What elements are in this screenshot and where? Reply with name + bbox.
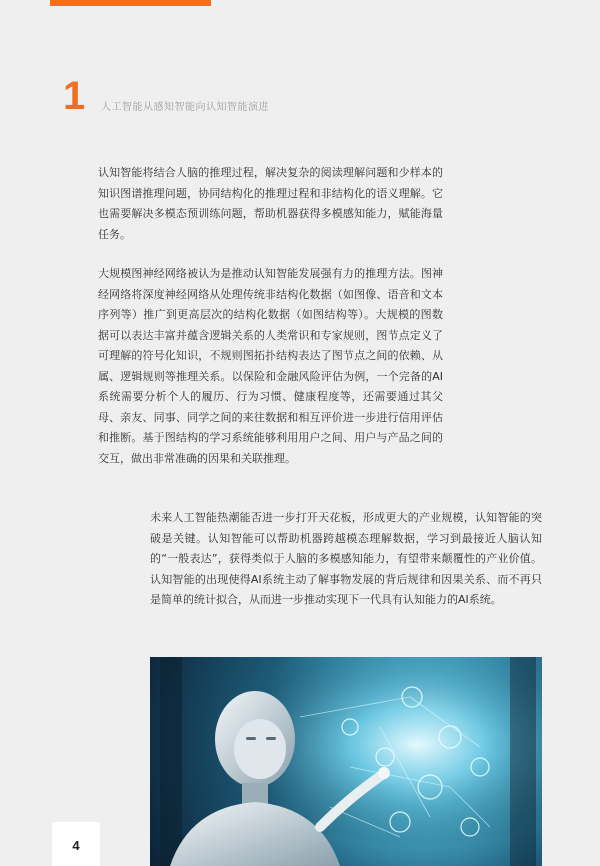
robot-hologram-image <box>150 657 542 866</box>
body-paragraph-2: 大规模图神经网络被认为是推动认知智能发展强有力的推理方法。图神经网络将深度神经网络从处理传统非结构化数据（如图像、语音和文本序列等）推广到更高层次的结构化数据（如图结构等）。大规模的图数据可以表达丰富并蕴含逻辑关系的人类常识和专家规则，图节点定义了可理解的符号化知识，不规则图拓扑结构表达了图节点之间的依赖、从属、逻辑规则等推理关系。以保险和金融风险评估为例，一个完备的AI系统需要分析个人的履历、行为习惯、健康程度等，还需要通过其父母、亲友、同事、同学之间的来往数据和相互评价进一步进行信用评估和推断。基于图结构的学习系统能够利用用户之间、用户与产品之间的交互，做出非常准确的因果和关联推理。 <box>98 267 443 465</box>
body-paragraph-1: 认知智能将结合人脑的推理过程，解决复杂的阅读理解问题和少样本的知识图谱推理问题，协同结构化的推理过程和非结构化的语义理解。它也需要解决多模态预训练问题，帮助机器获得多模感知能力，赋能海量任务。 <box>98 166 443 241</box>
highlight-paragraph: 未来人工智能热潮能否进一步打开天花板，形成更大的产业规模，认知智能的突破是关键。认知智能可以帮助机器跨越模态理解数据，学习到最接近人脑认知的“一般表达”，获得类似于人脑的多模感知能力，有望带来颠覆性的产业价值。认知智能的出现使得AI系统主动了解事物发展的背后规律和因果关系、而不再只是简单的统计拟合，从而进一步推动实现下一代具有认知能力的AI系统。 <box>150 511 542 606</box>
page-number-box <box>52 822 100 866</box>
section-number: 1 <box>63 74 86 118</box>
top-accent-bar <box>50 0 211 6</box>
page-number: 4 <box>72 838 80 853</box>
section-title: 人工智能从感知智能向认知智能演进 <box>101 102 269 113</box>
